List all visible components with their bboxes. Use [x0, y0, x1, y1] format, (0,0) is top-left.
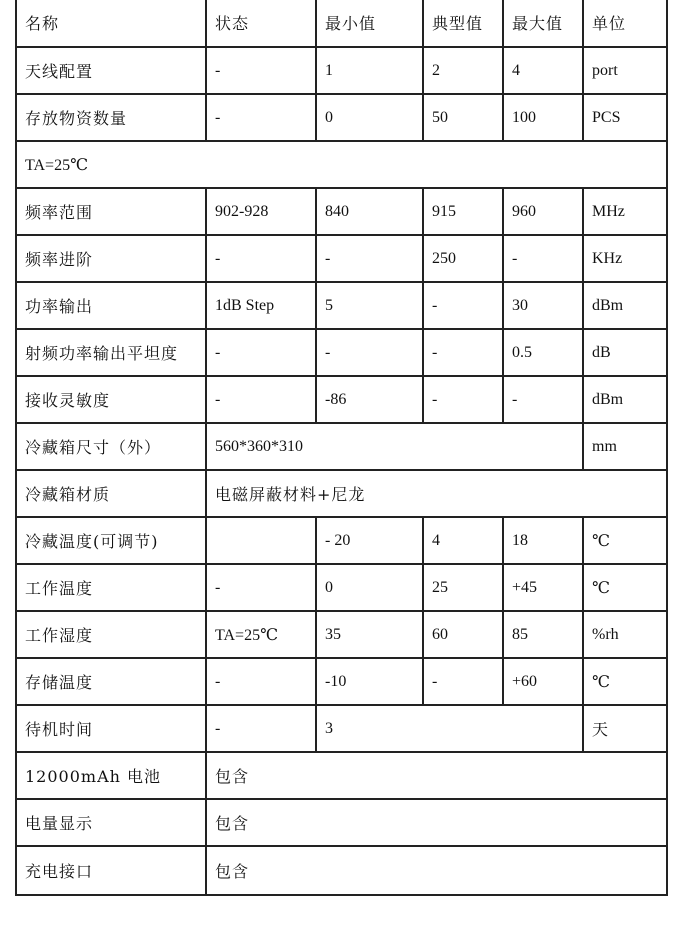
row-min: 0: [316, 94, 423, 141]
spec-table: [15, 0, 668, 896]
row-max: 18: [503, 517, 583, 564]
row-typ: 25: [423, 564, 503, 611]
row-name: 工作湿度: [16, 611, 206, 658]
row-name: 待机时间: [16, 705, 206, 752]
condition-row: [16, 141, 667, 188]
row-unit: ℃: [583, 658, 667, 705]
header-row: [16, 0, 667, 47]
row-name: 射频功率输出平坦度: [16, 329, 206, 376]
row-min: 5: [316, 282, 423, 329]
row-min: -: [316, 329, 423, 376]
row-min: 840: [316, 188, 423, 235]
row-max: +45: [503, 564, 583, 611]
row-unit: dB: [583, 329, 667, 376]
row-typ: 2: [423, 47, 503, 94]
row-state: -: [206, 94, 316, 141]
row-state: -: [206, 47, 316, 94]
row-max: 30: [503, 282, 583, 329]
row-unit: mm: [583, 423, 667, 470]
table-row: [16, 235, 667, 282]
row-unit: 天: [583, 705, 667, 752]
table-row: [16, 705, 667, 752]
header-state: 状态: [206, 0, 316, 47]
table-row: [16, 423, 667, 470]
row-min: 0: [316, 564, 423, 611]
row-state: 902-928: [206, 188, 316, 235]
header-typ: 典型值: [423, 0, 503, 47]
row-name: 充电接口: [16, 846, 206, 895]
row-name: 存储温度: [16, 658, 206, 705]
row-state: -: [206, 658, 316, 705]
table-row: [16, 564, 667, 611]
table-row: [16, 611, 667, 658]
row-value: 包含: [206, 846, 667, 895]
row-name: 功率输出: [16, 282, 206, 329]
row-typ: -: [423, 376, 503, 423]
row-max: 0.5: [503, 329, 583, 376]
row-name: 频率范围: [16, 188, 206, 235]
row-name: 冷藏箱材质: [16, 470, 206, 517]
table-row: [16, 799, 667, 846]
row-unit: ℃: [583, 517, 667, 564]
table-row: [16, 329, 667, 376]
header-unit: 单位: [583, 0, 667, 47]
row-typ: 60: [423, 611, 503, 658]
row-state: -: [206, 329, 316, 376]
table-row: [16, 94, 667, 141]
row-max: 960: [503, 188, 583, 235]
row-value: 3: [316, 705, 583, 752]
row-min: - 20: [316, 517, 423, 564]
condition-cell: TA=25℃: [16, 141, 667, 188]
row-state: [206, 517, 316, 564]
table-row: [16, 752, 667, 799]
row-value: 包含: [206, 752, 667, 799]
row-name: 存放物资数量: [16, 94, 206, 141]
row-unit: PCS: [583, 94, 667, 141]
table-row: [16, 517, 667, 564]
row-min: -86: [316, 376, 423, 423]
header-max: 最大值: [503, 0, 583, 47]
row-name: 天线配置: [16, 47, 206, 94]
table-row: [16, 846, 667, 895]
row-unit: KHz: [583, 235, 667, 282]
table-row: [16, 658, 667, 705]
row-unit: port: [583, 47, 667, 94]
row-value: 电磁屏蔽材料+尼龙: [206, 470, 667, 517]
row-name: 接收灵敏度: [16, 376, 206, 423]
row-name: 冷藏箱尺寸（外）: [16, 423, 206, 470]
row-state: -: [206, 376, 316, 423]
row-typ: 4: [423, 517, 503, 564]
row-max: 4: [503, 47, 583, 94]
row-min: 1: [316, 47, 423, 94]
row-typ: 250: [423, 235, 503, 282]
row-typ: -: [423, 329, 503, 376]
row-name: 电量显示: [16, 799, 206, 846]
row-name: 频率进阶: [16, 235, 206, 282]
row-max: 100: [503, 94, 583, 141]
row-typ: 915: [423, 188, 503, 235]
row-min: -: [316, 235, 423, 282]
row-unit: MHz: [583, 188, 667, 235]
row-state: -: [206, 705, 316, 752]
row-min: 35: [316, 611, 423, 658]
row-name: 冷藏温度(可调节): [16, 517, 206, 564]
row-state: -: [206, 564, 316, 611]
row-max: 85: [503, 611, 583, 658]
row-max: +60: [503, 658, 583, 705]
row-unit: ℃: [583, 564, 667, 611]
row-value: 包含: [206, 799, 667, 846]
row-typ: -: [423, 282, 503, 329]
table-row: [16, 282, 667, 329]
header-min: 最小值: [316, 0, 423, 47]
row-typ: 50: [423, 94, 503, 141]
row-state: -: [206, 235, 316, 282]
row-name: 工作温度: [16, 564, 206, 611]
row-state: TA=25℃: [206, 611, 316, 658]
table-row: [16, 376, 667, 423]
row-unit: %rh: [583, 611, 667, 658]
header-name: 名称: [16, 0, 206, 47]
row-unit: dBm: [583, 376, 667, 423]
table-row: [16, 188, 667, 235]
row-max: -: [503, 235, 583, 282]
row-typ: -: [423, 658, 503, 705]
row-max: -: [503, 376, 583, 423]
table-row: [16, 470, 667, 517]
table-row: [16, 47, 667, 94]
row-state: 1dB Step: [206, 282, 316, 329]
row-value: 560*360*310: [206, 423, 583, 470]
row-unit: dBm: [583, 282, 667, 329]
row-min: -10: [316, 658, 423, 705]
row-name: 12000mAh 电池: [16, 752, 206, 799]
